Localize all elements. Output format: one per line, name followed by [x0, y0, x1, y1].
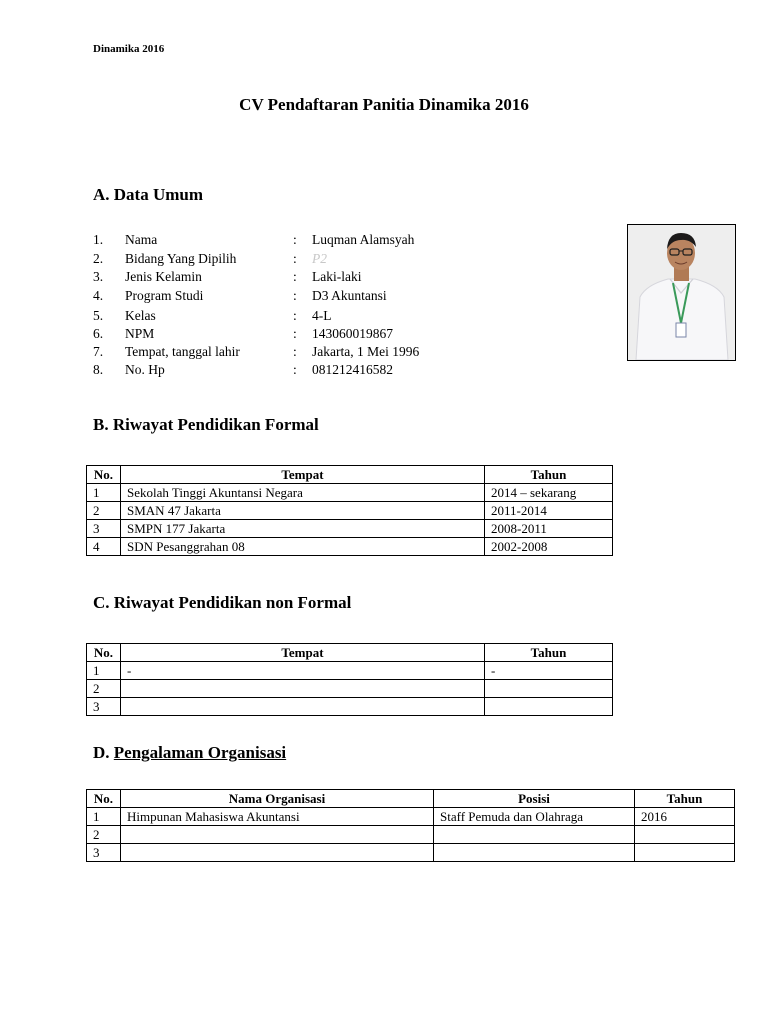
field-colon: : — [293, 362, 297, 377]
section-c-title — [93, 593, 351, 613]
table-cell: SMAN 47 Jakarta — [121, 502, 485, 520]
page-header: Dinamika 2016 — [93, 43, 165, 55]
section-b-title — [93, 415, 319, 435]
field-value: P2 — [312, 251, 327, 266]
field-colon: : — [293, 269, 297, 284]
table-cell: 2011-2014 — [485, 502, 613, 520]
table-cell — [434, 826, 635, 844]
table-cell: 2008-2011 — [485, 520, 613, 538]
column-header: No. — [87, 644, 121, 662]
table-cell: 2014 – sekarang — [485, 484, 613, 502]
table-header-row — [87, 644, 613, 662]
table-cell: 3 — [87, 520, 121, 538]
field-value: 143060019867 — [312, 326, 393, 341]
table-row — [87, 502, 613, 520]
table-cell: - — [485, 662, 613, 680]
column-header: Tahun — [485, 644, 613, 662]
document-title: CV Pendaftaran Panitia Dinamika 2016 — [239, 95, 529, 114]
column-header: Tahun — [635, 790, 735, 808]
table-cell — [434, 844, 635, 862]
table-cell: - — [121, 662, 485, 680]
row-number: 5. — [93, 308, 104, 323]
field-colon: : — [293, 288, 297, 303]
field-value: Luqman Alamsyah — [312, 232, 415, 247]
table-cell: 2002-2008 — [485, 538, 613, 556]
table-cell: 2 — [87, 680, 121, 698]
field-colon: : — [293, 251, 297, 266]
field-colon: : — [293, 344, 297, 359]
table-row — [87, 844, 735, 862]
table-cell: 1 — [87, 808, 121, 826]
profile-photo — [627, 224, 736, 361]
table-row — [87, 662, 613, 680]
table-cell: 2 — [87, 502, 121, 520]
table-cell: SDN Pesanggrahan 08 — [121, 538, 485, 556]
table-cell — [635, 826, 735, 844]
table-cell — [635, 844, 735, 862]
table-cell: 1 — [87, 484, 121, 502]
field-label: Tempat, tanggal lahir — [125, 344, 240, 359]
table-row — [87, 520, 613, 538]
field-colon: : — [293, 308, 297, 323]
field-value: Jakarta, 1 Mei 1996 — [312, 344, 420, 359]
column-header: Tempat — [121, 644, 485, 662]
field-label: Bidang Yang Dipilih — [125, 251, 237, 266]
table-cell: 2016 — [635, 808, 735, 826]
column-header: No. — [87, 466, 121, 484]
row-number: 2. — [93, 251, 104, 266]
table-cell: Sekolah Tinggi Akuntansi Negara — [121, 484, 485, 502]
section-c-heading: Riwayat Pendidikan non Formal — [113, 593, 352, 612]
table-row — [87, 484, 613, 502]
section-d-letter: D. — [93, 743, 110, 762]
section-d-heading: Pengalaman Organisasi — [113, 743, 287, 762]
field-value: Laki-laki — [312, 269, 362, 284]
table-cell — [485, 698, 613, 716]
field-label: Program Studi — [125, 288, 204, 303]
row-number: 4. — [93, 288, 104, 303]
table-row — [87, 808, 735, 826]
field-label: NPM — [125, 326, 155, 341]
field-label: No. Hp — [125, 362, 165, 377]
row-number: 6. — [93, 326, 104, 341]
person-photo-icon — [628, 225, 735, 360]
column-header: Tahun — [485, 466, 613, 484]
column-header: No. — [87, 790, 121, 808]
field-colon: : — [293, 326, 297, 341]
table-cell: Himpunan Mahasiswa Akuntansi — [121, 808, 434, 826]
table-cell — [121, 698, 485, 716]
table-header-row — [87, 466, 613, 484]
table-cell: 3 — [87, 698, 121, 716]
column-header: Posisi — [434, 790, 635, 808]
field-value: 4-L — [312, 308, 332, 323]
section-c-letter: C. — [93, 593, 110, 612]
table-row — [87, 826, 735, 844]
column-header: Tempat — [121, 466, 485, 484]
field-colon: : — [293, 232, 297, 247]
organization-table — [86, 789, 735, 862]
column-header: Nama Organisasi — [121, 790, 434, 808]
field-value: D3 Akuntansi — [312, 288, 387, 303]
table-cell: 3 — [87, 844, 121, 862]
table-row — [87, 538, 613, 556]
table-cell — [121, 844, 434, 862]
table-row — [87, 698, 613, 716]
field-label: Kelas — [125, 308, 156, 323]
section-b-heading: Riwayat Pendidikan Formal — [112, 415, 319, 434]
table-header-row — [87, 790, 735, 808]
table-cell: 4 — [87, 538, 121, 556]
table-cell — [485, 680, 613, 698]
row-number: 7. — [93, 344, 104, 359]
field-label: Jenis Kelamin — [125, 269, 202, 284]
table-row — [87, 680, 613, 698]
field-value: 081212416582 — [312, 362, 393, 377]
table-cell — [121, 826, 434, 844]
table-cell: 2 — [87, 826, 121, 844]
section-b-letter: B. — [93, 415, 109, 434]
row-number: 8. — [93, 362, 104, 377]
table-cell: SMPN 177 Jakarta — [121, 520, 485, 538]
formal-education-table — [86, 465, 613, 556]
nonformal-education-table — [86, 643, 613, 716]
table-cell: 1 — [87, 662, 121, 680]
row-number: 1. — [93, 232, 104, 247]
table-cell — [121, 680, 485, 698]
section-d-title — [93, 743, 286, 763]
table-cell: Staff Pemuda dan Olahraga — [434, 808, 635, 826]
row-number: 3. — [93, 269, 104, 284]
field-label: Nama — [125, 232, 158, 247]
section-a-title: A. Data Umum — [93, 185, 204, 204]
